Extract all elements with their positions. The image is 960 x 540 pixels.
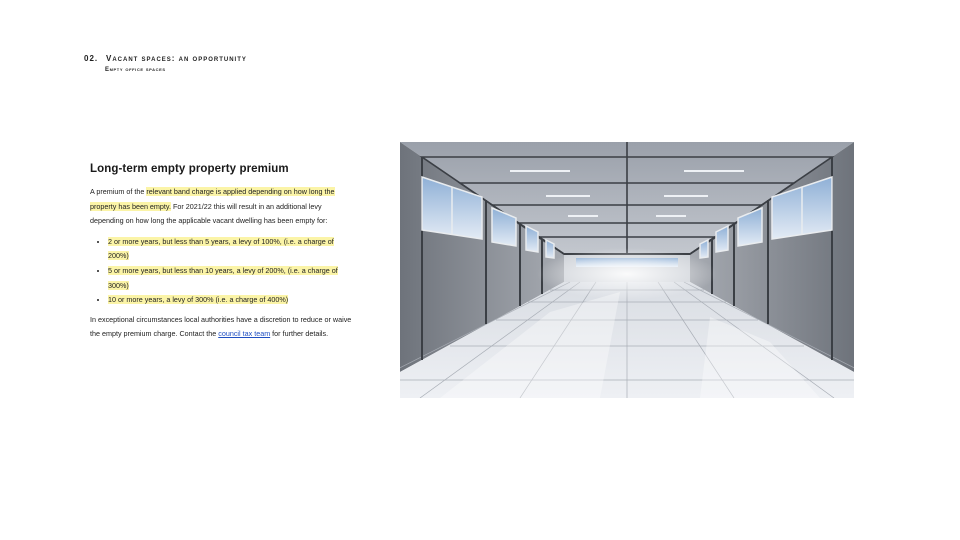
section-subtitle: Empty office spaces [105, 67, 166, 73]
levy-item-text: 2 or more years, but less than 5 years, a levy of 100%, (i.e. a charge of 200%) [108, 236, 334, 261]
list-item [108, 235, 352, 264]
levy-item-text: 10 or more years, a levy of 300% (i.e. a charge of 400%) [108, 295, 289, 305]
article [90, 163, 352, 342]
closing-suffix: for further details. [270, 329, 329, 339]
list-item [108, 264, 352, 293]
section-title: Vacant spaces: an opportunity [106, 54, 247, 63]
empty-office-illustration [400, 142, 854, 398]
levy-item-text: 5 or more years, but less than 10 years, a levy of 200%, (i.e. a charge of 300%) [108, 265, 338, 290]
empty-office-photo [400, 142, 854, 398]
list-item [108, 293, 352, 308]
intro-prefix: A premium of the [90, 187, 147, 196]
council-tax-team-link[interactable]: council tax team [218, 329, 271, 339]
closing-prefix: In exceptional circumstances local authorities have a discretion to reduce or waive the empty premium charge. Contact the [90, 314, 352, 339]
intro-highlight: relevant band charge is applied depending on how long the property has been empty. [90, 187, 335, 211]
levy-list [90, 235, 352, 308]
closing-paragraph [90, 313, 352, 342]
section-number: 02. [84, 54, 99, 63]
intro-suffix: For 2021/22 this will result in an additional levy depending on how long the applicable vacant dwelling has been empty for: [90, 201, 328, 226]
intro-paragraph [90, 185, 352, 229]
article-heading: Long-term empty property premium [90, 163, 289, 175]
